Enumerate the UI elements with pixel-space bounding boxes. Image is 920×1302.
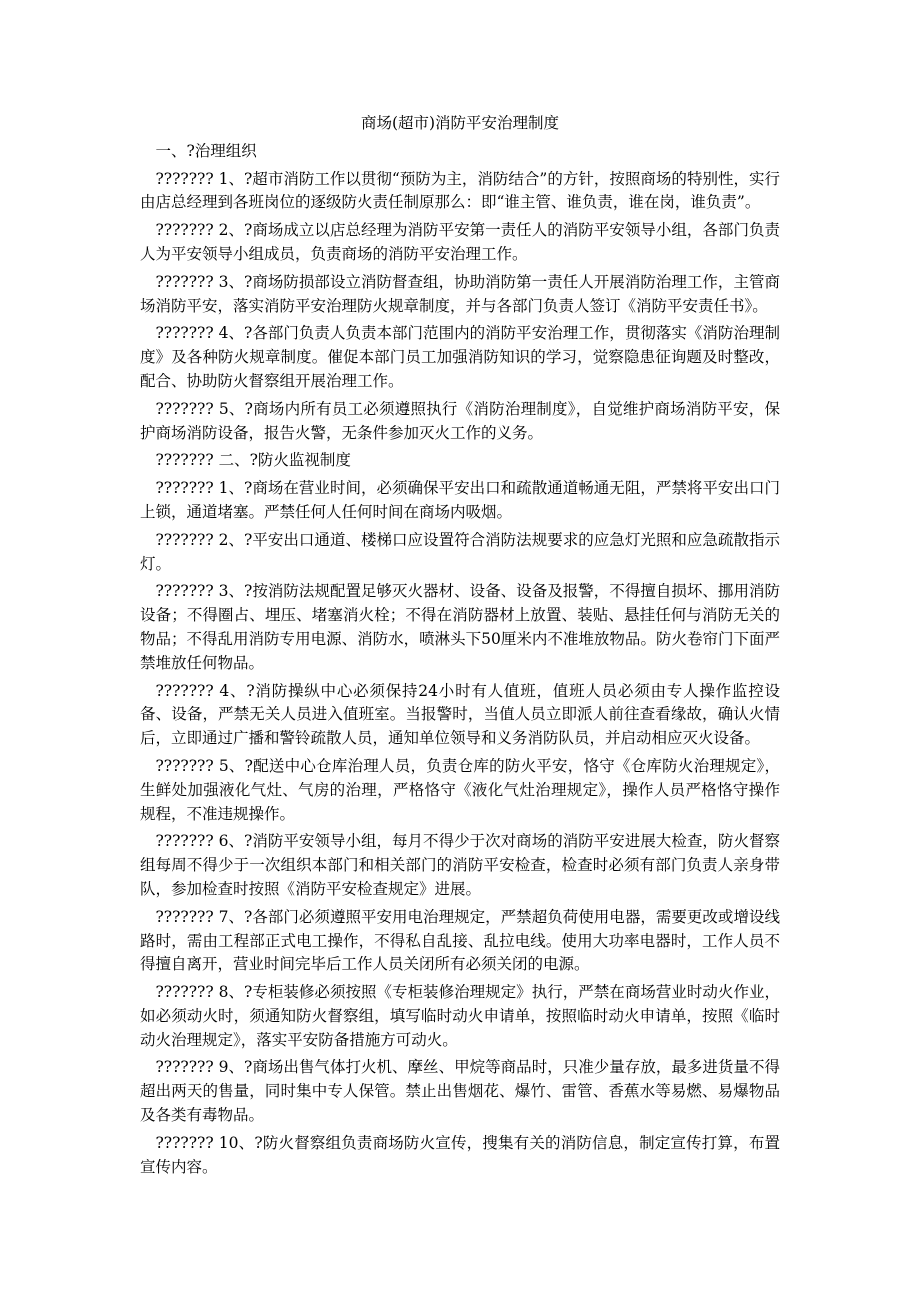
paragraph-6: ??????? 1、?商场在营业时间，必须确保平安出口和疏散通道畅通无阻，严禁将平安出口门上锁，通道堵塞。严禁任何人任何时间在商场内吸烟。 [140,479,780,521]
paragraph-11: ??????? 6、?消防平安领导小组，每月不得少于次对商场的消防平安进展大检查，防火督察组每周不得少于一次组织本部门和相关部门的消防平安检查，检查时必须有部门负责人亲身带队，参加检查时按照《消防平安检查规定》进展。 [140,832,780,898]
paragraph-10: ??????? 5、?配送中心仓库治理人员，负责仓库的防火平安，恪守《仓库防火治理规定》，生鲜处加强液化气灶、气房的治理，严格恪守《液化气灶治理规定》，操作人员严格恪守操作规程，不准违规操作。 [140,756,780,823]
section-heading-fire-supervision: ??????? 二、?防火监视制度 [155,451,351,470]
paragraph-3: ??????? 3、?商场防损部设立消防督查组，协助消防第一责任人开展消防治理工作，主管商场消防平安，落实消防平安治理防火规章制度，并与各部门负责人签订《消防平安责任书》。 [140,272,780,315]
paragraph-5: ??????? 5、?商场内所有员工必须遵照执行《消防治理制度》，自觉维护商场消防平安，保护商场消防设备，报告火警，无条件参加灭火工作的义务。 [140,399,780,442]
paragraph-12: ??????? 7、?各部门必须遵照平安用电治理规定，严禁超负荷使用电器，需要更改或增设线路时，需由工程部正式电工操作，不得私自乱接、乱拉电线。使用大功率电器时，工作人员不得擅自离开，营业时间完毕后工作人员关闭所有必须关闭的电源。 [140,907,780,974]
document-title: 商场(超市)消防平安治理制度 [360,114,560,132]
document-page [140,112,780,1179]
paragraph-1: ??????? 1、?超市消防工作以贯彻“预防为主，消防结合”的方针，按照商场的特别性，实行由店总经理到各班岗位的逐级防火责任制原那么：即“谁主管、谁负责，谁在岗，谁负责”。 [140,169,780,212]
paragraph-8: ??????? 3、?按消防法规配置足够灭火器材、设备、设备及报警，不得擅自损坏、挪用消防设备；不得圈占、埋压、堵塞消火栓；不得在消防器材上放置、装贴、悬挂任何与消防无关的物品；不得乱用消防专用电源、消防水，喷淋头下50厘米内不准堆放物品。防火卷帘门下面严禁堆放任何物品。 [140,582,780,672]
paragraph-15: ??????? 10、?防火督察组负责商场防火宣传，搜集有关的消防信息，制定宣传打算，布置宣传内容。 [140,1133,780,1176]
paragraph-2: ??????? 2、?商场成立以店总经理为消防平安第一责任人的消防平安领导小组，各部门负责人为平安领导小组成员，负责商场的消防平安治理工作。 [140,221,780,263]
paragraph-13: ??????? 8、?专柜装修必须按照《专柜装修治理规定》执行，严禁在商场营业时动火作业，如必须动火时，须通知防火督察组，填写临时动火申请单，按照临时动火申请单，按照《临时动火治理规定》，落实平安防备措施方可动火。 [140,983,780,1049]
paragraph-7: ??????? 2、?平安出口通道、楼梯口应设置符合消防法规要求的应急灯光照和应急疏散指示灯。 [140,530,780,573]
paragraph-4: ??????? 4、?各部门负责人负责本部门范围内的消防平安治理工作，贯彻落实《消防治理制度》及各种防火规章制度。催促本部门员工加强消防知识的学习，觉察隐患征询题及时整改，配合、协助防火督察组开展治理工作。 [140,324,780,390]
paragraph-9: ??????? 4、?消防操纵中心必须保持24小时有人值班，值班人员必须由专人操作监控设备、设备，严禁无关人员进入值班室。当报警时，当值人员立即派人前往查看缘故，确认火情后，立即通过广播和警铃疏散人员，通知单位领导和义务消防队员，并启动相应灭火设备。 [140,681,780,748]
paragraph-14: ??????? 9、?商场出售气体打火机、摩丝、甲烷等商品时，只准少量存放，最多进货量不得超出两天的售量，同时集中专人保管。禁止出售烟花、爆竹、雷管、香蕉水等易燃、易爆物品及各类有毒物品。 [140,1058,780,1125]
section-heading-management-organization: 一、?治理组织 [155,141,257,160]
